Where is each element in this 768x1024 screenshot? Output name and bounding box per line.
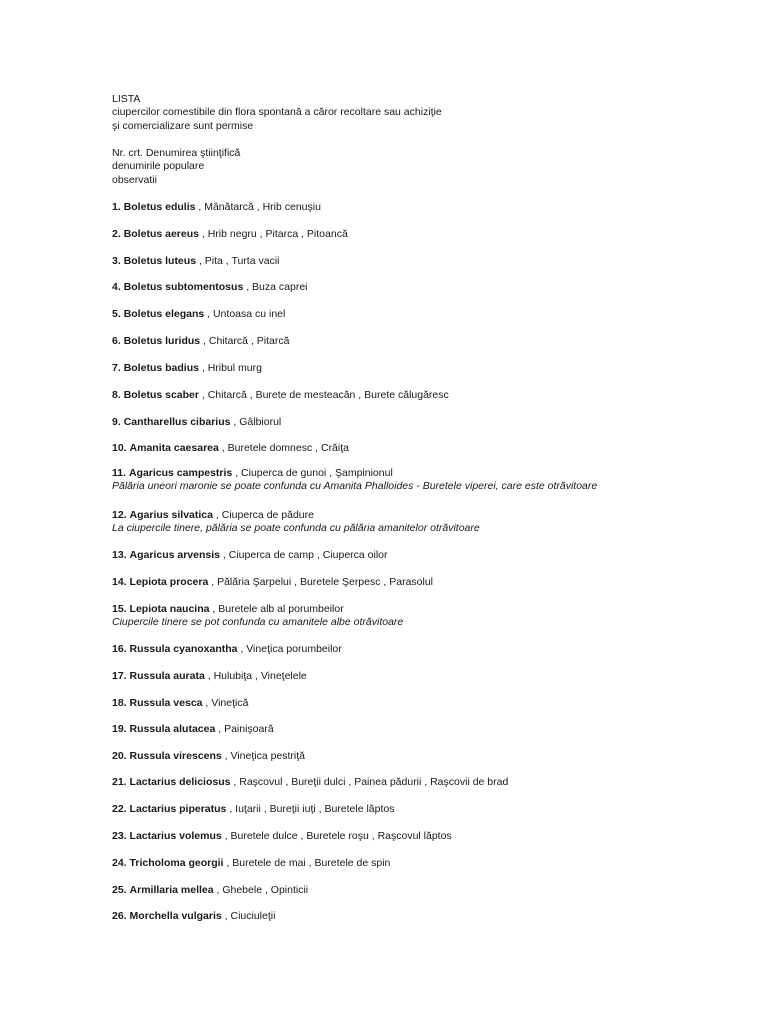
list-item bbox=[112, 670, 307, 683]
scientific-name: Russula alutacea bbox=[129, 723, 216, 735]
item-number: 7. bbox=[112, 362, 121, 374]
popular-names: , Pălăria Şarpelui , Buretele Şerpesc , Parasolul bbox=[211, 576, 434, 588]
scientific-name: Lepiota procera bbox=[129, 576, 209, 588]
popular-names: , Vineţică bbox=[205, 697, 249, 709]
item-number: 5. bbox=[112, 308, 121, 320]
scientific-name: Boletus luridus bbox=[123, 335, 201, 347]
popular-names: , Pita , Turta vacii bbox=[198, 255, 280, 267]
list-item bbox=[112, 201, 321, 214]
list-item bbox=[112, 603, 403, 630]
scientific-name: Cantharellus cibarius bbox=[123, 416, 231, 428]
list-item bbox=[112, 723, 274, 736]
popular-names: , Untoasa cu inel bbox=[207, 308, 286, 320]
popular-names: , Buretele dulce , Buretele roşu , Raşcovul lăptos bbox=[224, 830, 452, 842]
column-heading-line-1: Nr. crt. Denumirea ştiinţifică bbox=[112, 147, 241, 159]
scientific-name: Lactarius volemus bbox=[129, 830, 222, 842]
popular-names: , Chitarcă , Pitarcă bbox=[203, 335, 290, 347]
popular-names: , Buretele de mai , Buretele de spin bbox=[226, 857, 391, 869]
scientific-name: Russula aurata bbox=[129, 670, 205, 682]
document-subtitle-line-1: ciupercilor comestibile din flora spontană a căror recoltare sau achiziţie bbox=[112, 106, 442, 119]
list-item bbox=[112, 803, 395, 816]
scientific-name: Boletus luteus bbox=[123, 255, 197, 267]
item-number: 12. bbox=[112, 509, 127, 521]
list-item bbox=[112, 576, 433, 589]
list-item bbox=[112, 442, 349, 455]
observation-note: La ciupercile tinere, pălăria se poate confunda cu pălăria amanitelor otrăvitoare bbox=[112, 522, 480, 535]
document-header bbox=[112, 93, 442, 133]
scientific-name: Morchella vulgaris bbox=[129, 910, 222, 922]
scientific-name: Boletus subtomentosus bbox=[123, 281, 244, 293]
scientific-name: Russula virescens bbox=[129, 750, 222, 762]
list-item bbox=[112, 549, 388, 562]
popular-names: , Ciuperca de camp , Ciuperca oilor bbox=[222, 549, 388, 561]
item-number: 24. bbox=[112, 857, 127, 869]
item-number: 6. bbox=[112, 335, 121, 347]
popular-names: , Vineţica pestriţă bbox=[224, 750, 306, 762]
list-item bbox=[112, 643, 342, 656]
observation-note: Ciupercile tinere se pot confunda cu amanitele albe otrăvitoare bbox=[112, 616, 404, 629]
scientific-name: Boletus edulis bbox=[123, 201, 196, 213]
item-number: 10. bbox=[112, 442, 127, 454]
popular-names: , Iuţarii , Bureţii iuţi , Buretele lăptos bbox=[229, 803, 395, 815]
item-number: 20. bbox=[112, 750, 127, 762]
scientific-name: Agaricus arvensis bbox=[129, 549, 220, 561]
popular-names: , Ciuperca de gunoi , Şampinionul bbox=[235, 467, 393, 479]
item-number: 17. bbox=[112, 670, 127, 682]
popular-names: , Painişoară bbox=[218, 723, 274, 735]
popular-names: , Mânătarcă , Hrib cenuşiu bbox=[198, 201, 321, 213]
item-number: 16. bbox=[112, 643, 127, 655]
scientific-name: Armillaria mellea bbox=[129, 884, 214, 896]
item-number: 1. bbox=[112, 201, 121, 213]
scientific-name: Russula vesca bbox=[129, 697, 203, 709]
list-item bbox=[112, 467, 597, 494]
column-headings bbox=[112, 147, 240, 187]
list-item bbox=[112, 281, 308, 294]
list-item bbox=[112, 308, 285, 321]
list-item bbox=[112, 362, 262, 375]
list-item bbox=[112, 697, 248, 710]
list-item bbox=[112, 910, 275, 923]
scientific-name: Russula cyanoxantha bbox=[129, 643, 238, 655]
item-number: 4. bbox=[112, 281, 121, 293]
popular-names: , Ghebele , Opinticii bbox=[216, 884, 309, 896]
popular-names: , Hrib negru , Pitarca , Pitoancă bbox=[201, 228, 348, 240]
list-item bbox=[112, 509, 480, 536]
scientific-name: Boletus scaber bbox=[123, 389, 199, 401]
popular-names: , Ciuperca de pădure bbox=[215, 509, 314, 521]
column-heading-line-2: denumirile populare bbox=[112, 160, 205, 173]
scientific-name: Tricholoma georgii bbox=[129, 857, 224, 869]
document-subtitle-line-2: şi comercializare sunt permise bbox=[112, 119, 254, 132]
scientific-name: Lepiota naucina bbox=[129, 603, 210, 615]
item-number: 21. bbox=[112, 776, 127, 788]
scientific-name: Amanita caesarea bbox=[129, 442, 219, 454]
popular-names: , Gâlbiorul bbox=[233, 416, 282, 428]
popular-names: , Ciuciuleţii bbox=[224, 910, 276, 922]
scientific-name: Lactarius piperatus bbox=[129, 803, 227, 815]
list-item bbox=[112, 884, 308, 897]
popular-names: , Chitarcă , Burete de mesteacăn , Burete călugăresc bbox=[201, 389, 449, 401]
item-number: 15. bbox=[112, 603, 127, 615]
item-number: 18. bbox=[112, 697, 127, 709]
item-number: 13. bbox=[112, 549, 127, 561]
popular-names: , Buretele alb al porumbeilor bbox=[212, 603, 344, 615]
scientific-name: Agarius silvatica bbox=[129, 509, 213, 521]
list-item bbox=[112, 776, 508, 789]
list-item bbox=[112, 830, 452, 843]
list-item bbox=[112, 228, 348, 241]
item-number: 3. bbox=[112, 255, 121, 267]
list-item bbox=[112, 389, 449, 402]
column-heading-line-3: observatii bbox=[112, 173, 157, 186]
scientific-name: Agaricus campestris bbox=[128, 467, 233, 479]
list-item bbox=[112, 750, 305, 763]
scientific-name: Boletus badius bbox=[123, 362, 199, 374]
scientific-name: Lactarius deliciosus bbox=[129, 776, 231, 788]
scientific-name: Boletus elegans bbox=[123, 308, 205, 320]
popular-names: , Raşcovul , Bureţii dulci , Painea pădurii , Raşcovii de brad bbox=[233, 776, 509, 788]
item-number: 14. bbox=[112, 576, 127, 588]
document-title: LISTA bbox=[112, 93, 141, 105]
list-item bbox=[112, 416, 281, 429]
popular-names: , Hribul murg bbox=[201, 362, 262, 374]
popular-names: , Buretele domnesc , Crăiţa bbox=[221, 442, 349, 454]
list-item bbox=[112, 335, 289, 348]
item-number: 19. bbox=[112, 723, 127, 735]
item-number: 22. bbox=[112, 803, 127, 815]
list-item bbox=[112, 857, 390, 870]
list-item bbox=[112, 255, 279, 268]
item-number: 11. bbox=[112, 467, 127, 479]
popular-names: , Hulubiţa , Vineţelele bbox=[207, 670, 307, 682]
item-number: 9. bbox=[112, 416, 121, 428]
popular-names: , Vineţica porumbeilor bbox=[240, 643, 342, 655]
item-number: 2. bbox=[112, 228, 121, 240]
item-number: 23. bbox=[112, 830, 127, 842]
item-number: 25. bbox=[112, 884, 127, 896]
item-number: 8. bbox=[112, 389, 121, 401]
scientific-name: Boletus aereus bbox=[123, 228, 199, 240]
popular-names: , Buza caprei bbox=[246, 281, 308, 293]
item-number: 26. bbox=[112, 910, 127, 922]
observation-note: Pălăria uneori maronie se poate confunda cu Amanita Phalloides - Buretele viperei, care este otrăvitoare bbox=[112, 480, 598, 493]
